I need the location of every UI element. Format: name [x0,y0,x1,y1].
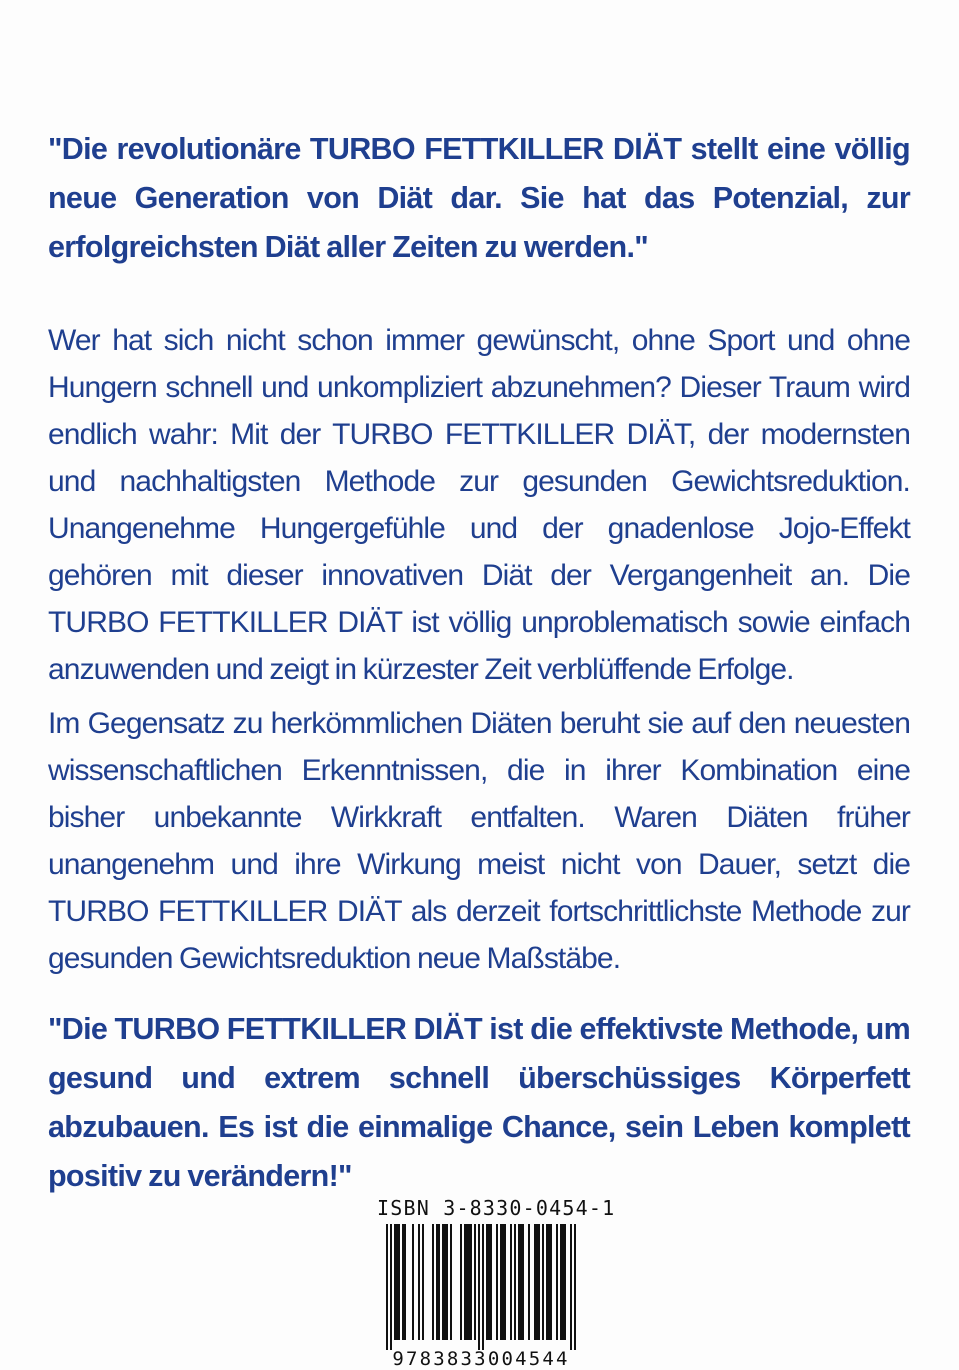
barcode-image [377,1224,585,1350]
barcode-bar [496,1224,498,1340]
barcode-bar [528,1224,530,1340]
barcode-bar [560,1224,566,1340]
isbn-label: ISBN 3-8330-0454-1 [377,1196,616,1220]
barcode-bar [422,1224,424,1340]
barcode-bar [482,1224,484,1350]
barcode-bar [534,1224,540,1340]
barcode-bar [478,1224,480,1350]
barcode-bar [390,1224,392,1350]
barcode-bar [432,1224,434,1340]
description-paragraph-2: Im Gegensatz zu herkömmlichen Diäten beruht sie auf den neuesten wissenschaftlichen Erkenntnissen, die in ihrer Kombination eine bisher unbekannte Wirkkraft entfalten. Waren Diäten früher unangenehm und ihre Wirkung meist nicht von Dauer, setzt die TURBO FETTKILLER DIÄT als derzeit fortschrittlichste Methode zur gesunden Gewichtsreduktion neue Maßstäbe. [48,707,910,975]
description-paragraph-1: Wer hat sich nicht schon immer gewünscht, ohne Sport und ohne Hungern schnell und unkompliziert abzunehmen? Dieser Traum wird endlich wahr: Mit der TURBO FETTKILLER DIÄT, der modernsten und nachhaltigsten Methode zur gesunden Gewichtsreduktion. Unangenehme Hungergefühle und der gnadenlose Jojo-Effekt gehören mit dieser innovativen Diät der Vergangenheit an. Die TURBO FETTKILLER DIÄT ist völlig unproblematisch sowie einfach anzuwenden und zeigt in kürzester Zeit verblüffende Erfolge. [48,324,910,686]
isbn-barcode-block [377,1196,616,1370]
barcode-bar [510,1224,512,1340]
quote-bottom: "Die TURBO FETTKILLER DIÄT ist die effektivste Methode, um gesund und extrem schnell überschüssiges Körperfett abzubauen. Es ist die einmalige Chance, sein Leben komplett positiv zu verändern!" [48,1012,910,1193]
barcode-bar [574,1224,576,1350]
barcode-bar [464,1224,472,1340]
barcode-bar [570,1224,572,1350]
barcode-bar [514,1224,516,1340]
barcode-bar [500,1224,506,1340]
ean-digits: 9783833004544 [392,1348,570,1370]
barcode-bar [546,1224,552,1340]
barcode-bar [450,1224,452,1340]
barcode-bar [418,1224,420,1340]
barcode-bar [402,1224,406,1340]
barcode-bar [436,1224,440,1340]
barcode-bar [386,1224,388,1350]
barcode-bar [442,1224,448,1340]
barcode-bar [412,1224,414,1340]
quote-top: "Die revolutionäre TURBO FETTKILLER DIÄT stellt eine völlig neue Generation von Diät dar. Sie hat das Potenzial, zur erfolgreichsten Diät aller Zeiten zu werden." [48,132,910,264]
barcode-bar [518,1224,524,1340]
barcode-bar [460,1224,462,1340]
barcode-bar [486,1224,492,1340]
barcode-bar [394,1224,400,1340]
barcode-bar [542,1224,544,1340]
barcode-bar [474,1224,476,1340]
barcode-bar [556,1224,558,1340]
